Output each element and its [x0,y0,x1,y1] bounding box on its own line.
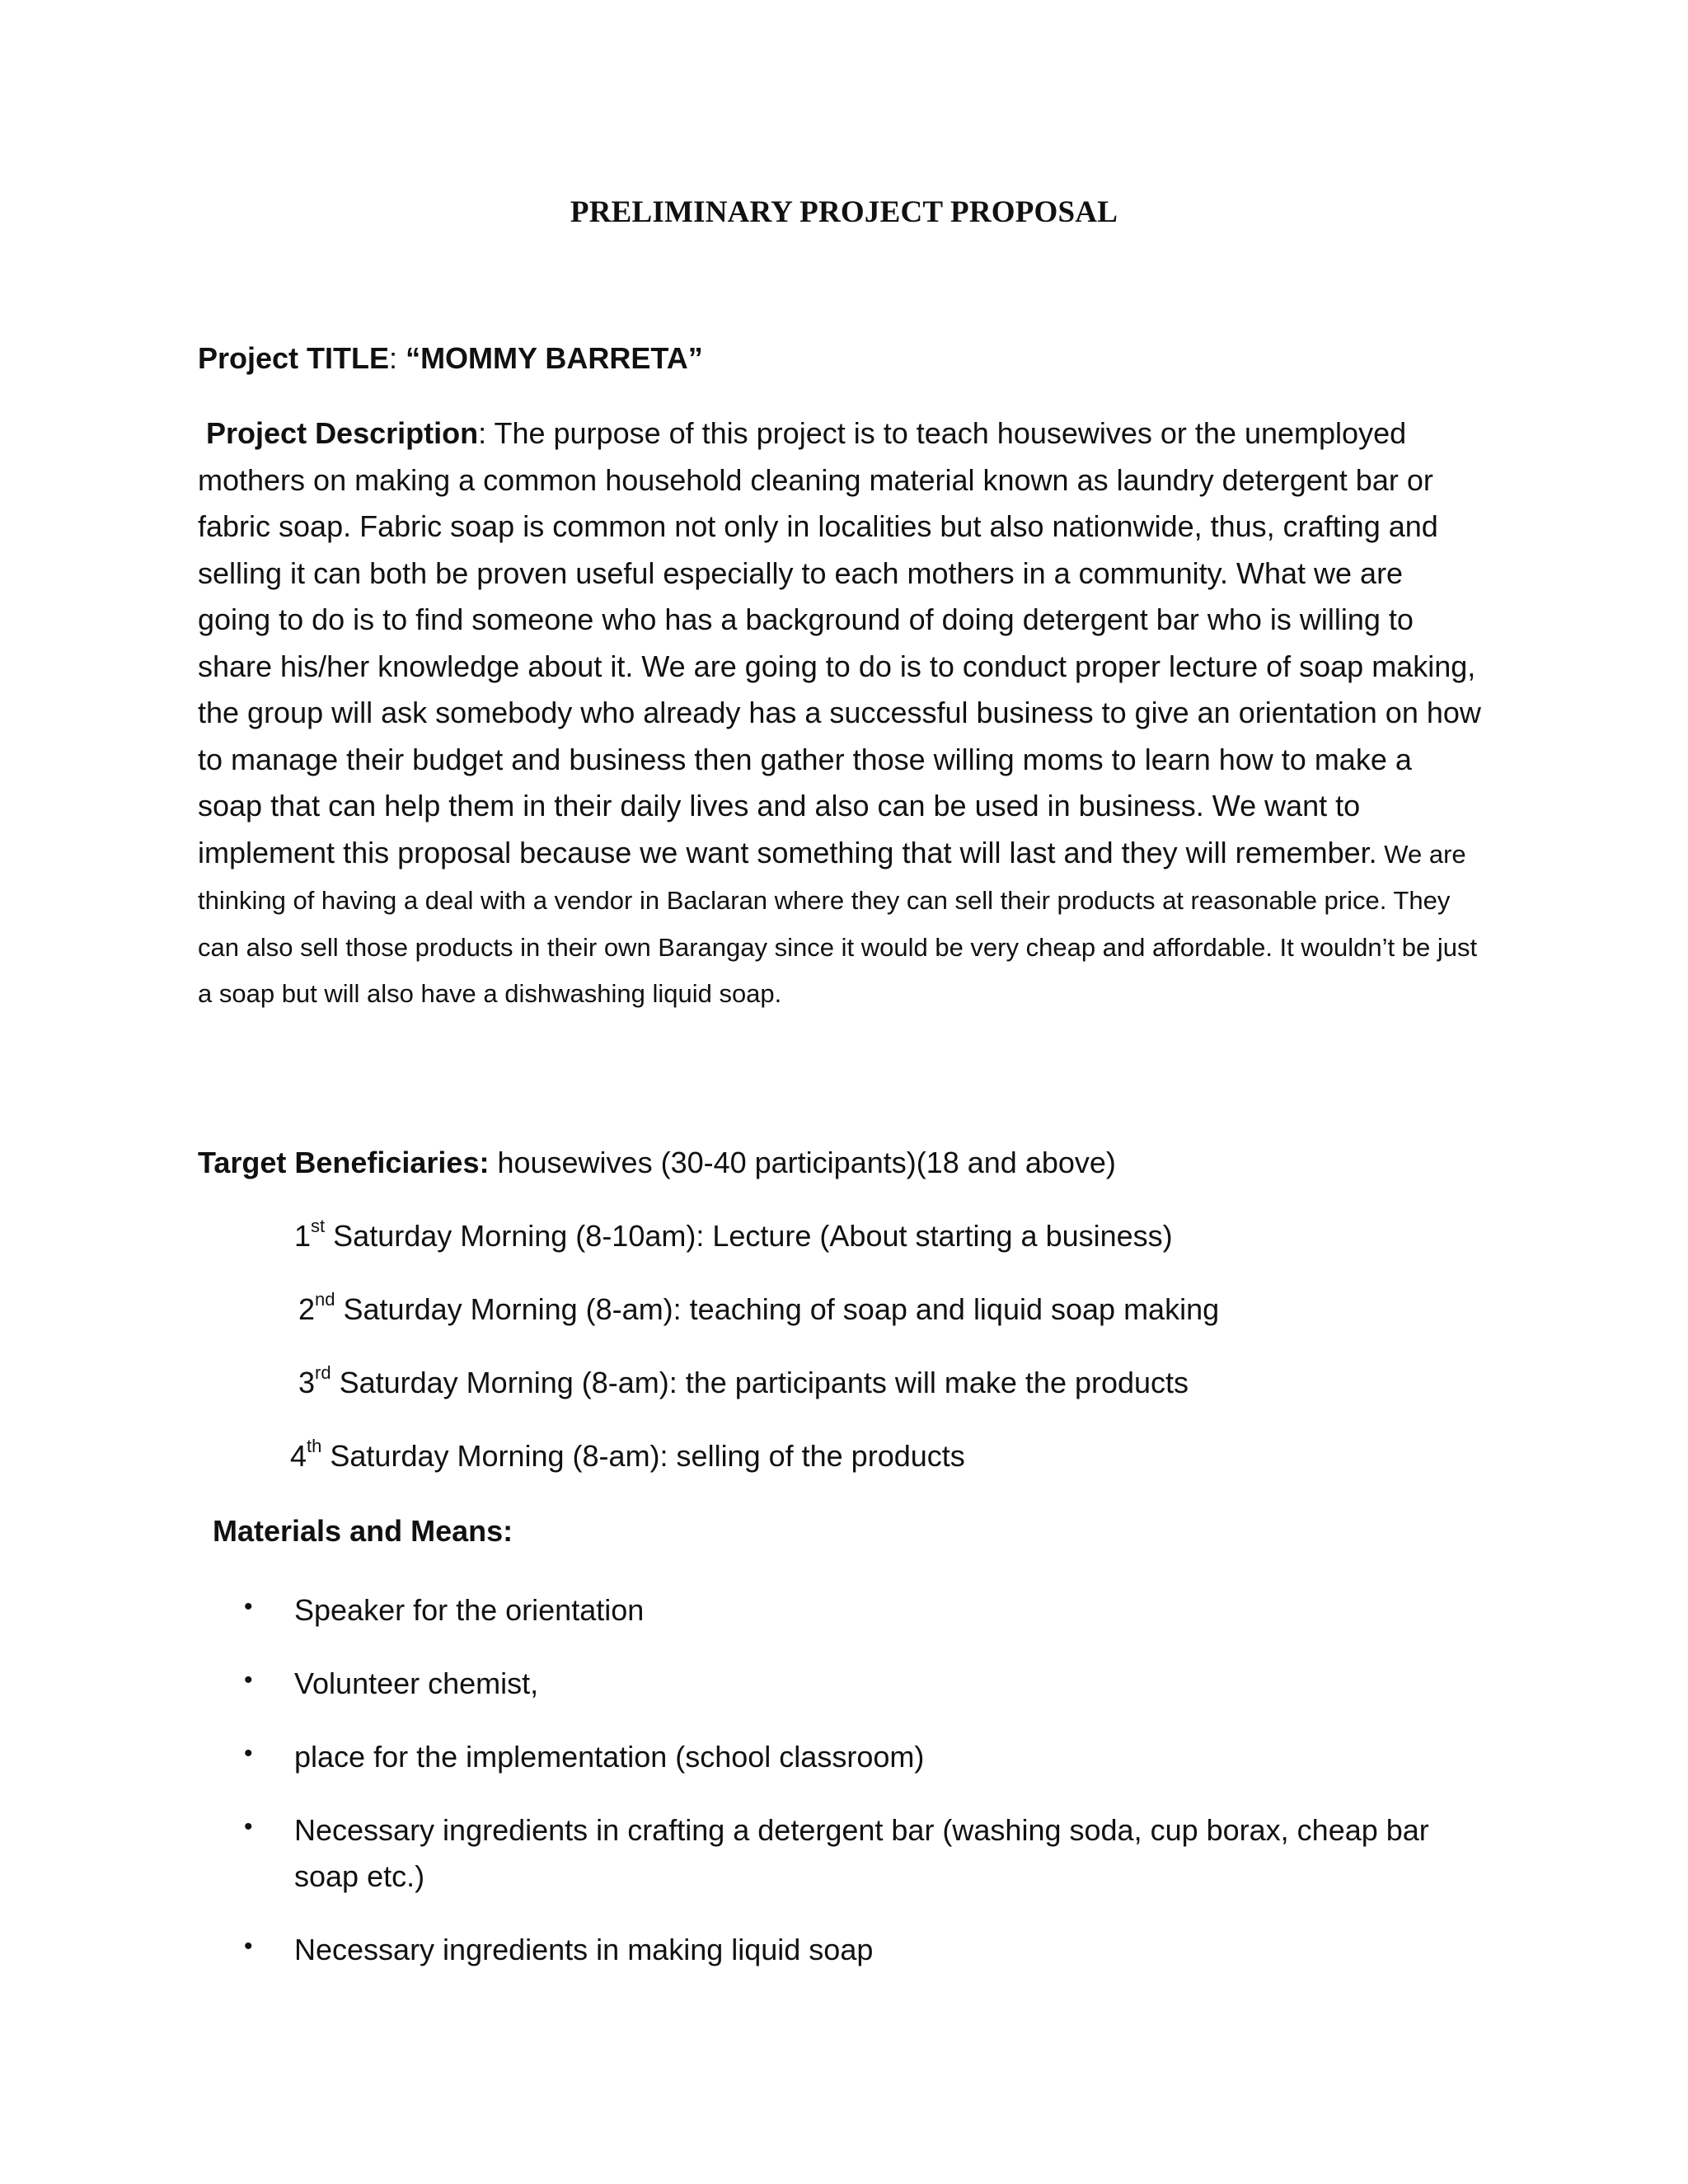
schedule-item: 3rd Saturday Morning (8-am): the participants will make the products [298,1362,1189,1399]
bullet-icon: • [244,1813,253,1840]
project-description-text: The purpose of this project is to teach housewives or the unemployed mothers on making a common household cleaning material known as laundry detergent bar or fabric soap. Fabric soap is common not only in localities but also nationwide, thus, crafting and selling it can both be proven useful especially to each mothers in a community. What we are going to do is to find someone who has a background of doing detergent bar who is willing to share his/her knowledge about it. We are going to do is to conduct proper lecture of soap making, the group will ask somebody who already has a successful business to give an orientation on how to manage their budget and business then gather those willing moms to learn how to make a soap that can help them in their daily lives and also can be used in business. We want to implement this proposal because we want something that will last and they will remember. [198,416,1481,869]
list-item: Necessary ingredients in crafting a detergent bar (washing soda, cup borax, cheap bar soap etc.) [294,1813,1429,1893]
bullet-icon: • [244,1933,253,1960]
project-description-text-small: We are thinking of having a deal with a vendor in Baclaran where they can sell their products at reasonable price. They can also sell those products in their own Barangay since it would be very cheap and affordable. It wouldn’t be just a soap but will also have a dishwashing liquid soap. [198,839,1478,1008]
list-item: Speaker for the orientation [294,1593,645,1627]
schedule-item: 2nd Saturday Morning (8-am): teaching of soap and liquid soap making [298,1289,1220,1326]
bullet-icon: • [244,1666,253,1694]
project-description-separator: : [478,416,487,450]
list-item: place for the implementation (school classroom) [294,1740,925,1774]
schedule-item: 1st Saturday Morning (8-10am): Lecture (About starting a business) [294,1216,1173,1253]
project-title-value: “MOMMY BARRETA” [406,341,703,375]
schedule-item: 4th Saturday Morning (8-am): selling of the products [290,1436,965,1473]
project-title-label: Project TITLE [198,341,390,375]
list-item: Necessary ingredients in making liquid soap [294,1933,874,1966]
target-beneficiaries [198,1146,1116,1180]
materials-heading: Materials and Means: [213,1514,513,1548]
project-title-line [198,341,703,376]
document-title: PRELIMINARY PROJECT PROPOSAL [570,195,1118,229]
list-item: Volunteer chemist, [294,1666,539,1700]
target-beneficiaries-value: housewives (30-40 participants)(18 and above) [489,1146,1116,1179]
project-description [198,410,1484,1016]
project-description-label: Project Description [206,416,479,450]
bullet-icon: • [244,1593,253,1620]
target-beneficiaries-label: Target Beneficiaries: [198,1146,490,1179]
bullet-icon: • [244,1740,253,1767]
project-title-separator: : [389,341,398,375]
